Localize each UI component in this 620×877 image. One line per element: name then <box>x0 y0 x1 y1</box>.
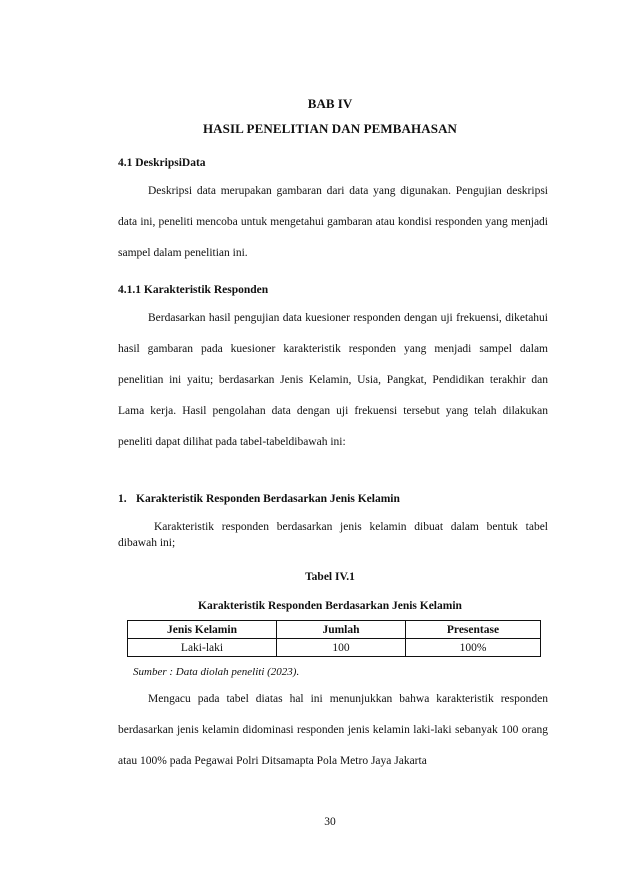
section-heading-4-1: 4.1 DeskripsiData <box>118 157 206 169</box>
table-header-cell: Presentase <box>406 621 541 639</box>
table-header-row <box>128 621 541 639</box>
section-heading-4-1-1: 4.1.1 Karakteristik Responden <box>118 284 269 296</box>
gender-table <box>127 620 541 657</box>
table-header-cell: Jumlah <box>277 621 406 639</box>
subsection-intro: Karakteristik responden berdasarkan jenis kelamin dibuat dalam bentuk tabel dibawah ini; <box>118 521 548 549</box>
table-label: Tabel IV.1 <box>305 571 355 583</box>
table-cell: 100% <box>406 639 541 657</box>
table-header-cell: Jenis Kelamin <box>128 621 277 639</box>
table-cell: Laki-laki <box>128 639 277 657</box>
chapter-title: HASIL PENELITIAN DAN PEMBAHASAN <box>202 121 458 136</box>
table-source: Sumber : Data diolah peneliti (2023). <box>133 666 300 678</box>
table-caption: Karakteristik Responden Berdasarkan Jenis Kelamin <box>198 600 462 612</box>
section-4-1-1-paragraph: Berdasarkan hasil pengujian data kuesioner responden dengan uji frekuensi, diketahui hasil gambaran pada kuesioner karakteristik responden yang menjadi sampel dalam penelitian ini yaitu; berdasarkan Jenis Kelamin, Usia, Pangkat, Pendidikan terakhir dan Lama kerja. Hasil pengolahan data dengan uji frekuensi tersebut yang telah dilakukan peneliti dapat dilihat pada tabel-tabeldibawah ini: <box>118 312 548 448</box>
table-cell: 100 <box>277 639 406 657</box>
section-4-1-paragraph: Deskripsi data merupakan gambaran dari data yang digunakan. Pengujian deskripsi data ini, peneliti mencoba untuk mengetahui gambaran atau kondisi responden yang menjadi sampel dalam penelitian ini. <box>118 185 548 259</box>
chapter-number: BAB IV <box>307 96 353 111</box>
table-row <box>128 639 541 657</box>
subsection-heading: Karakteristik Responden Berdasarkan Jenis Kelamin <box>136 493 400 505</box>
page-number: 30 <box>324 816 336 828</box>
subsection-number: 1. <box>118 493 127 505</box>
closing-paragraph: Mengacu pada tabel diatas hal ini menunjukkan bahwa karakteristik responden berdasarkan jenis kelamin didominasi responden jenis kelamin laki-laki sebanyak 100 orang atau 100% pada Pegawai Polri Ditsamapta Pola Metro Jaya Jakarta <box>118 693 548 767</box>
